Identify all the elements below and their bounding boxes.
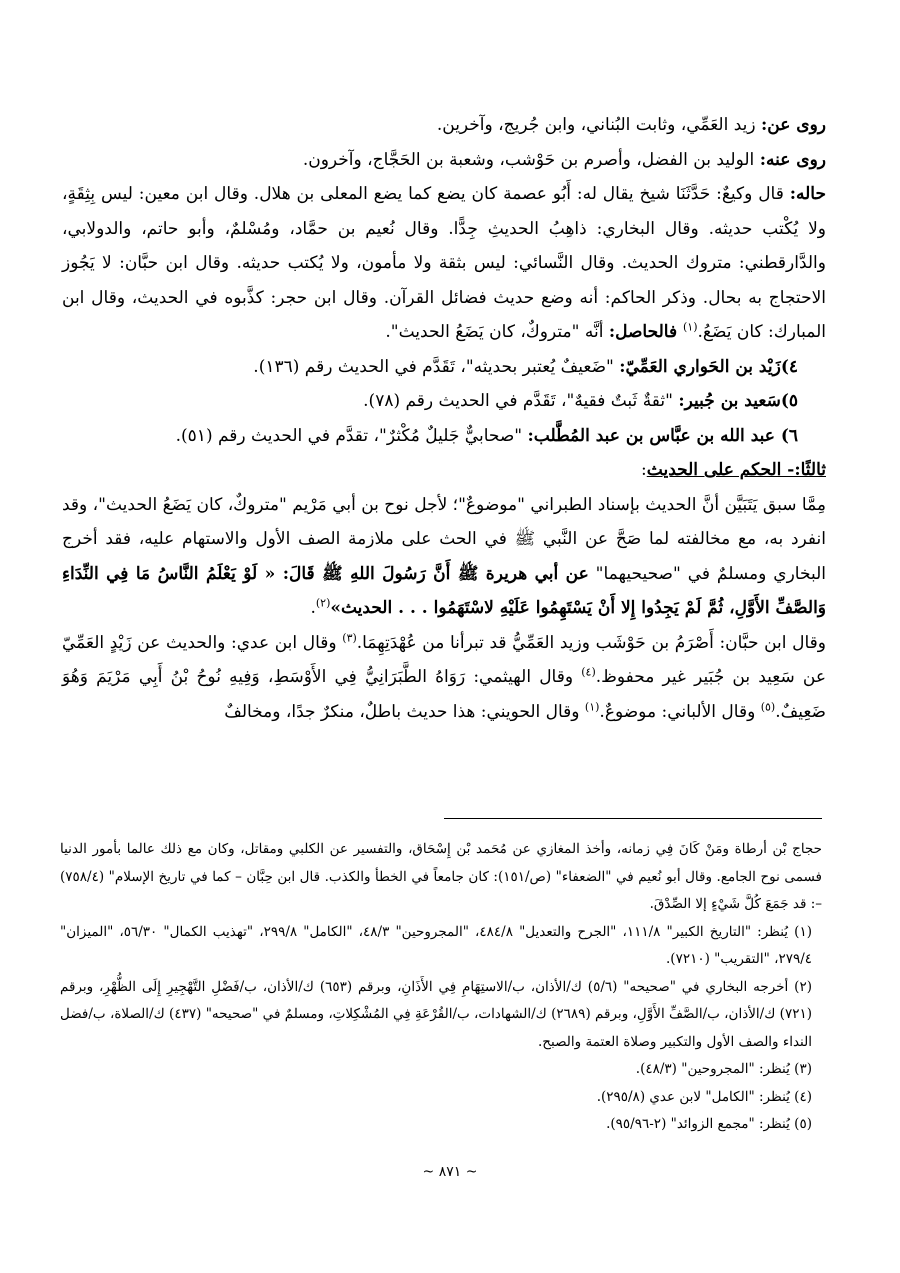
scholar-statement: وقال الهيثمي: رَوَاهُ الطَّبَرَانِيُّ فِي الأَوْسَطِ، وَفِيهِ نُوحُ بْنُ أَبِي مَرْيَمَ وَهُوَ ضَعِيفٌ.: [62, 667, 826, 722]
footnote-3: (٣) يُنظر: "المجروحين" (٤٨/٣).: [635, 1061, 812, 1077]
item-number: ٦): [780, 425, 798, 446]
item-name: سَعيد بن جُبير:: [678, 391, 781, 411]
hadith-quote: عن أبي هريرة ﷺ أَنَّ رَسُولَ اللهِ ﷺ قَالَ: « لَوْ يَعْلَمُ النَّاسُ مَا فِي النِّدَاءِ وَالصَّفِّ الأَوَّلِ، ثُمَّ لَمْ يَجِدُوا إِلا أَنْ يَسْتَهِمُوا عَلَيْهِ لاسْتَهَمُوا . . . الحديث»: [62, 563, 826, 618]
footnote-ref: (٣): [342, 630, 357, 644]
footnote-ref: (١): [683, 320, 698, 334]
narrator-item: [62, 350, 826, 385]
rawa-an-line: [62, 108, 826, 143]
footnote-1: (١) يُنظر: "التاريخ الكبير" ١١١/٨، "الجرح والتعديل" ٤٨٤/٨، "المجروحين" ٤٨/٣، "الكامل" ٢٩٩/٨، "تهذيب الكمال" ٥٦/٣٠، "الميزان" ٢٧٩/٤، "التقريب" (٧٢١٠).: [60, 923, 812, 967]
item-name: زَيْد بن الحَواري العَمِّيّ:: [619, 356, 781, 377]
scholar-statement: وقال الحويني: هذا حديث باطلٌ، منكرٌ جدًا، ومخالفٌ: [224, 701, 585, 722]
haluh-text: قال وكيعٌ: حَدَّثَنَا شيخ يقال له: أَبُو عصمة كان يضع كما يضع المعلى بن هلال. وقال ابن معين: ليس بِثِقَةٍ، ولا يُكْتب حديثه. وقال البخاري: ذاهِبُ الحديثِ جِدًّا. وقال نُعيم بن حمَّاد، ومُسْلمٌ، وأبو حاتم، والدولابي، والدَّارقطني: متروك الحديث. وقال النَّسائي: ليس بثقة ولا مأمون، ولا يُكتب حديثه. وقال ابن حبَّان: لا يَجُوز الاحتجاج به بحال. وذكر الحاكم: أنه وضع حديث فضائل القرآن. وقال ابن حجر: كذَّبوه في الحديث، وقال ابن المبارك: كان يَضَعُ.: [62, 184, 826, 342]
scholar-statement: وقال ابن حبَّان: أَصْرَمُ بن حَوْشَب وزيد العَمِّيُّ قد تبرأنا من عُهْدَتِهِمَا.: [356, 632, 826, 653]
scholars-paragraph: [62, 626, 826, 730]
item-name: عبد الله بن عبَّاس بن عبد المُطَّلب:: [527, 425, 781, 446]
narrator-item: [62, 419, 826, 454]
scholar-statement: وقال ابن عدي: والحديث عن زَيْدٍ العَمِّيّ عن سَعِيد بن جُبَير غير محفوظ.: [62, 632, 826, 687]
footnote-5: (٥) يُنظر: "مجمع الزوائد" (٢-٩٥/٩٦).: [606, 1116, 812, 1132]
section-heading-suffix: :: [641, 460, 647, 480]
footnote-divider: [444, 818, 822, 819]
conclusion-label: فالحاصل:: [608, 322, 683, 342]
page-number: ~ ٨٧١ ~: [422, 1164, 478, 1180]
main-text: [62, 108, 826, 729]
rawa-an-text: زيد العَمِّي، وثابت البُناني، وابن جُريج، وآخرين.: [436, 115, 761, 135]
item-text: "صحابيٌّ جَليلٌ مُكْثرٌ"، تقدَّم في الحديث رقم (٥١).: [175, 425, 528, 446]
rawa-anhu-label: روى عنه:: [759, 149, 826, 170]
footnote-ref: (٤): [581, 665, 596, 679]
section-heading: [62, 453, 826, 488]
narrator-item: [62, 384, 826, 419]
item-text: "ضَعيفٌ يُعتبر بحديثه"، تَقَدَّم في الحديث رقم (١٣٦).: [253, 356, 620, 377]
ruling-paragraph: [62, 488, 826, 626]
footnote-ref: (١): [584, 699, 600, 713]
footnote-4: (٤) يُنظر: "الكامل" لابن عدي (٢٩٥/٨).: [596, 1088, 812, 1105]
item-number: ٥): [780, 391, 798, 411]
rawa-an-label: روى عن:: [760, 115, 826, 135]
rawa-anhu-text: الوليد بن الفضل، وأصرم بن حَوْشب، وشعبة بن الحَجَّاج، وآخرون.: [302, 149, 760, 170]
ruling-text: مِمَّا سبق يَتَبَيَّن أنَّ الحديث بإسناد الطبراني "موضوعٌ"؛ لأجل نوح بن أبي مَرْيم "متروكٌ، كان يَضَعُ الحديث"، وقد انفرد به، مع مخالفته لما صَحَّ عن النَّبي ﷺ في الحث على ملازمة الصف الأول والاستهام عليه، فقد أخرج البخاري ومسلمٌ في "صحيحيهما": [62, 494, 826, 584]
footnote-2: (٢) أخرجه البخاري في "صحيحه" (٥/٦) ك/الأذان، ب/الاستِهَامِ فِي الأَذَانِ، وبرقم (٦٥٣) ك/الأذان، ب/فَضْلِ التَّهْجِيرِ إِلَى الظُّهْرِ، وبرقم (٧٢١) ك/الأذان، ب/الصَّفِّ الأَوَّلِ، وبرقم (٢٦٨٩) ك/الشهادات، ب/القُرْعَةِ فِي المُشْكِلاتِ، ومسلمٌ في "صحيحه" (٤٣٧) ك/الصلاة، ب/فضل النداء والصف الأول والتكبير وصلاة العتمة والصبح.: [60, 978, 813, 1050]
ruling-end: .: [310, 598, 316, 618]
scholar-statement: وقال الألباني: موضوعٌ.: [599, 701, 761, 722]
footnote-ref: (٥): [760, 699, 776, 713]
footnotes: [60, 836, 822, 1139]
section-heading-title: ثالثًا:- الحكم على الحديث: [646, 460, 826, 480]
haluh-label: حاله:: [789, 184, 826, 204]
footnote-ref: (٢): [315, 596, 331, 610]
conclusion-text: أنَّه "متروكٌ، كان يَضَعُ الحديث".: [385, 322, 609, 342]
rawa-anhu-line: [62, 143, 826, 178]
footnote-continuation: حجاج بْن أرطاة ومَنْ كَانَ فِي زمانه، وأخذ المغازي عن مُحَمد بْن إِسْحَاق، والتفسير عن الكلبي ومقاتل، وكان مع ذلك عالما بأمور الدنيا فسمى نوح الجامع. وقال أبو نُعيم في "الضعفاء" (ص/١٥١): كان جامعاً في الخطأ والكذب. قال ابن حِبَّان – كما في تاريخ الإسلام" (٧٥٨/٤) –: قد جَمَعَ كُلَّ شَيْءٍ إلا الصِّدْقَ.: [60, 841, 822, 912]
item-text: "ثقةٌ ثَبتٌ فقيهٌ"، تَقَدَّم في الحديث رقم (٧٨).: [363, 391, 679, 411]
page-body: [62, 108, 826, 729]
haluh-paragraph: [62, 177, 826, 350]
item-number: ٤): [780, 356, 798, 377]
